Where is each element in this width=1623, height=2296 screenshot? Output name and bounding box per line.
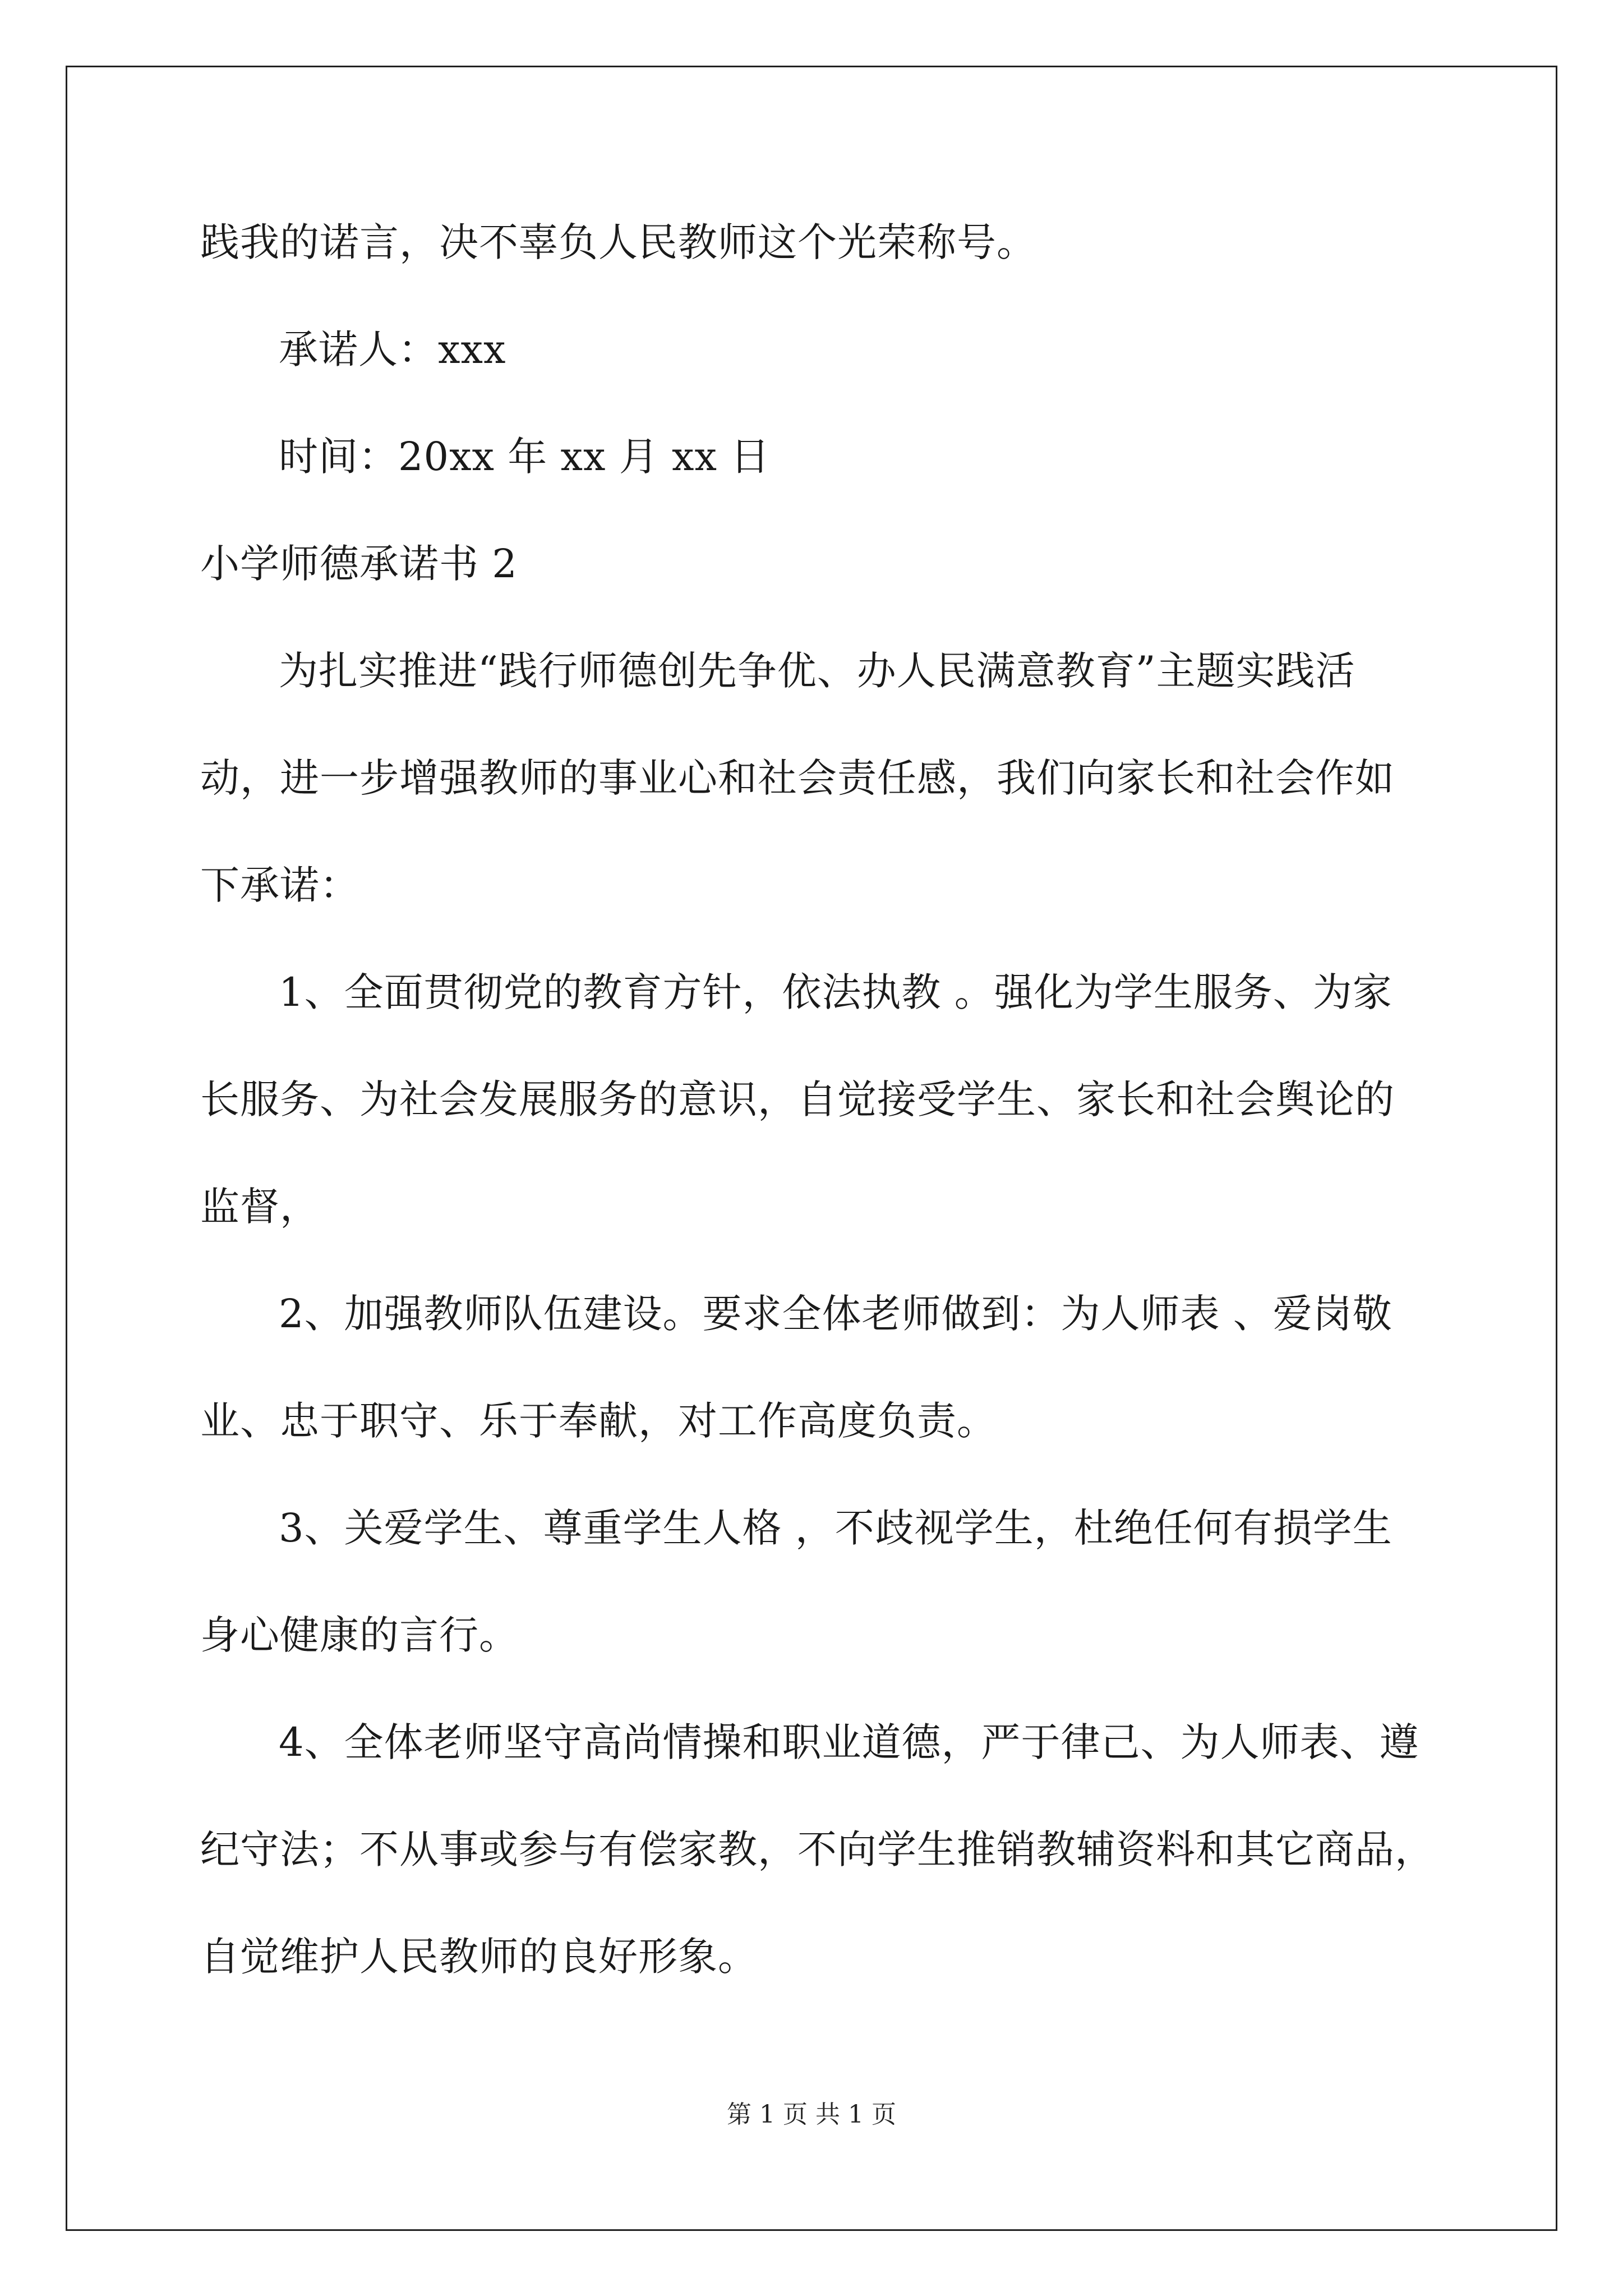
list-item-1: 1、全面贯彻党的教育方针，依法执教 。强化为学生服务、为家: [279, 969, 1393, 1015]
paragraph-line: 动，进一步增强教师的事业心和社会责任感，我们向家长和社会作如: [200, 755, 1395, 801]
promisor-line: 承诺人：xxx: [279, 326, 506, 372]
document-body: [200, 214, 1434, 2036]
paragraph-line: 纪守法；不从事或参与有偿家教，不向学生推销教辅资料和其它商品，: [200, 1826, 1435, 1872]
list-item-3: 3、关爱学生、尊重学生人格 ，不歧视学生，杜绝任何有损学生: [279, 1505, 1393, 1551]
list-item-4: 4、全体老师坚守高尚情操和职业道德，严于律己、为人师表、遵: [279, 1719, 1419, 1765]
paragraph-line: 自觉维护人民教师的良好形象。: [200, 1934, 758, 1980]
list-item-2: 2、加强教师队伍建设。要求全体老师做到：为人师表 、爱岗敬: [279, 1291, 1393, 1337]
date-line: 时间：20xx 年 xx 月 xx 日: [279, 434, 771, 480]
paragraph-line: 业、忠于职守、乐于奉献，对工作高度负责。: [200, 1398, 997, 1444]
section-heading: 小学师德承诺书 2: [200, 541, 518, 587]
paragraph-line: 践我的诺言，决不辜负人民教师这个光荣称号。: [200, 219, 1036, 265]
paragraph-line: 身心健康的言行。: [200, 1612, 519, 1658]
paragraph-line: 监督，: [200, 1184, 320, 1230]
paragraph-line: 下承诺：: [200, 862, 359, 908]
paragraph-line: 长服务、为社会发展服务的意识，自觉接受学生、家长和社会舆论的: [200, 1076, 1395, 1122]
page-number-footer: 第 1 页 共 1 页: [727, 2100, 896, 2129]
paragraph-line: 为扎实推进“践行师德创先争优、办人民满意教育”主题实践活: [279, 648, 1355, 694]
